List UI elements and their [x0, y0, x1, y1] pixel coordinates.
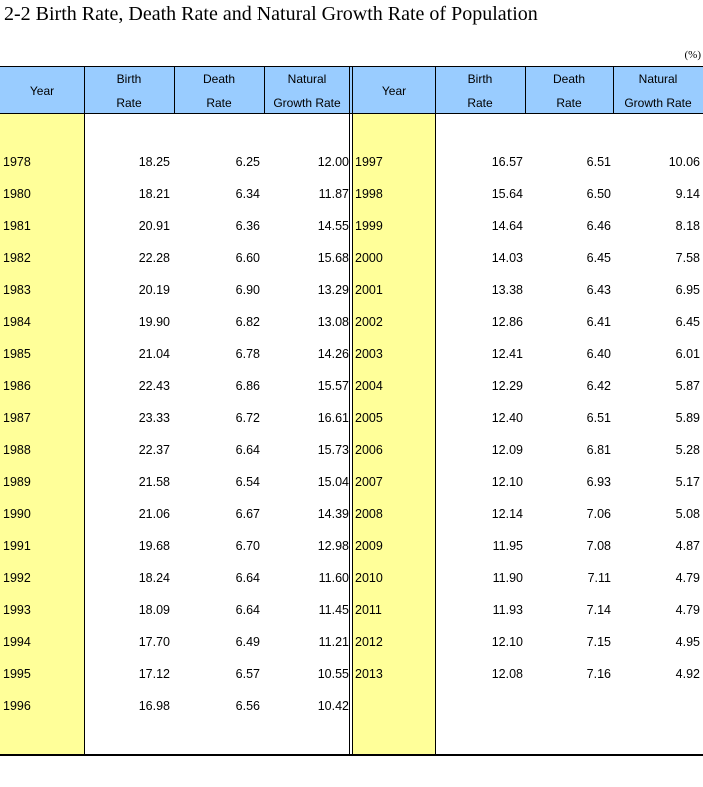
birth-rate-cell: 12.10	[491, 475, 523, 489]
year-cell: 1998	[355, 187, 383, 201]
growth-rate-cell: 11.60	[318, 571, 349, 585]
divider	[84, 66, 85, 114]
birth-rate-cell: 18.21	[138, 187, 170, 201]
header-death-right	[525, 67, 613, 114]
death-rate-cell: 6.57	[235, 667, 260, 681]
growth-rate-cell: 16.61	[317, 411, 349, 425]
table-row	[0, 537, 350, 555]
table-row	[353, 633, 703, 651]
birth-rate-cell: 19.90	[138, 315, 170, 329]
birth-rate-cell: 12.08	[491, 667, 523, 681]
year-cell: 1987	[3, 411, 31, 425]
death-rate-cell: 6.42	[586, 379, 611, 393]
divider	[174, 66, 175, 114]
death-rate-cell: 6.70	[235, 539, 260, 553]
birth-rate-cell: 20.19	[138, 283, 170, 297]
death-rate-cell: 6.49	[235, 635, 260, 649]
year-cell: 1989	[3, 475, 31, 489]
year-column-right-bg	[353, 114, 435, 754]
death-rate-cell: 6.40	[586, 347, 611, 361]
header-death-line1: Death	[552, 71, 586, 86]
death-rate-cell: 6.41	[586, 315, 611, 329]
death-rate-cell: 7.11	[587, 571, 611, 585]
growth-rate-cell: 11.45	[318, 603, 349, 617]
year-cell: 1993	[3, 603, 31, 617]
birth-rate-cell: 19.68	[138, 539, 170, 553]
year-cell: 2006	[355, 443, 383, 457]
death-rate-cell: 6.78	[235, 347, 260, 361]
table-row	[0, 377, 350, 395]
table-row	[353, 377, 703, 395]
header-death-line1: Death	[202, 71, 236, 86]
year-cell: 2009	[355, 539, 383, 553]
birth-rate-cell: 14.64	[491, 219, 523, 233]
birth-rate-cell: 22.43	[138, 379, 170, 393]
table-row	[0, 697, 350, 715]
death-rate-cell: 7.15	[586, 635, 611, 649]
table-row	[0, 665, 350, 683]
table-row	[353, 441, 703, 459]
header-birth-right	[435, 67, 525, 114]
growth-rate-cell: 10.55	[317, 667, 349, 681]
year-cell: 1982	[3, 251, 31, 265]
header-growth-line1: Natural	[638, 71, 678, 86]
birth-rate-cell: 15.64	[491, 187, 523, 201]
growth-rate-cell: 6.45	[675, 315, 700, 329]
birth-rate-cell: 18.09	[138, 603, 170, 617]
growth-rate-cell: 5.28	[675, 443, 700, 457]
death-rate-cell: 7.06	[586, 507, 611, 521]
birth-rate-cell: 22.28	[138, 251, 170, 265]
growth-rate-cell: 15.68	[317, 251, 349, 265]
death-rate-cell: 7.16	[586, 667, 611, 681]
birth-rate-cell: 12.14	[491, 507, 523, 521]
year-cell: 1985	[3, 347, 31, 361]
table-row	[0, 601, 350, 619]
year-cell: 1981	[3, 219, 31, 233]
growth-rate-cell: 5.08	[675, 507, 700, 521]
birth-rate-cell: 13.38	[491, 283, 523, 297]
death-rate-cell: 7.08	[586, 539, 611, 553]
growth-rate-cell: 14.26	[317, 347, 349, 361]
data-table	[0, 66, 703, 755]
table-row	[0, 441, 350, 459]
growth-rate-cell: 14.55	[317, 219, 349, 233]
death-rate-cell: 6.51	[586, 155, 611, 169]
divider	[435, 114, 436, 754]
birth-rate-cell: 12.41	[491, 347, 523, 361]
birth-rate-cell: 21.04	[138, 347, 170, 361]
death-rate-cell: 6.82	[235, 315, 260, 329]
death-rate-cell: 6.86	[235, 379, 260, 393]
header-year-label: Year	[381, 83, 407, 98]
death-rate-cell: 6.56	[235, 699, 260, 713]
birth-rate-cell: 23.33	[138, 411, 170, 425]
page-title: 2-2 Birth Rate, Death Rate and Natural Growth Rate of Population	[4, 3, 538, 25]
birth-rate-cell: 21.58	[138, 475, 170, 489]
table-row	[0, 345, 350, 363]
year-cell: 2010	[355, 571, 383, 585]
table-row	[0, 153, 350, 171]
year-cell: 2011	[355, 603, 382, 617]
table-row	[0, 505, 350, 523]
birth-rate-cell: 11.95	[492, 539, 523, 553]
birth-rate-cell: 18.25	[138, 155, 170, 169]
header-growth-line2: Growth Rate	[624, 95, 692, 110]
header-death-line2: Rate	[556, 95, 582, 110]
table-row	[353, 409, 703, 427]
growth-rate-cell: 12.98	[317, 539, 349, 553]
death-rate-cell: 6.46	[586, 219, 611, 233]
growth-rate-cell: 7.58	[675, 251, 700, 265]
year-cell: 1994	[3, 635, 31, 649]
growth-rate-cell: 4.79	[675, 571, 700, 585]
table-row	[353, 537, 703, 555]
header-death-line2: Rate	[206, 95, 232, 110]
year-cell: 1978	[3, 155, 31, 169]
table-row	[0, 217, 350, 235]
table-row	[0, 473, 350, 491]
death-rate-cell: 6.64	[235, 571, 260, 585]
header-growth-right	[613, 67, 703, 114]
table-row	[0, 313, 350, 331]
growth-rate-cell: 13.29	[317, 283, 349, 297]
year-cell: 1991	[3, 539, 31, 553]
year-cell: 1997	[355, 155, 383, 169]
death-rate-cell: 6.45	[586, 251, 611, 265]
table-row	[0, 569, 350, 587]
growth-rate-cell: 14.39	[317, 507, 349, 521]
header-year-label: Year	[29, 83, 55, 98]
death-rate-cell: 6.43	[586, 283, 611, 297]
growth-rate-cell: 8.18	[675, 219, 700, 233]
year-cell: 2005	[355, 411, 383, 425]
table-row	[353, 601, 703, 619]
death-rate-cell: 6.64	[235, 443, 260, 457]
growth-rate-cell: 5.17	[675, 475, 700, 489]
header-birth-left	[84, 67, 174, 114]
year-cell: 1995	[3, 667, 31, 681]
birth-rate-cell: 12.09	[491, 443, 523, 457]
year-cell: 2013	[355, 667, 383, 681]
birth-rate-cell: 12.40	[491, 411, 523, 425]
year-cell: 1988	[3, 443, 31, 457]
table-row	[0, 409, 350, 427]
header-year-right	[353, 67, 435, 114]
growth-rate-cell: 11.21	[318, 635, 349, 649]
header-birth-line2: Rate	[116, 95, 142, 110]
birth-rate-cell: 11.93	[492, 603, 523, 617]
birth-rate-cell: 11.90	[492, 571, 523, 585]
birth-rate-cell: 12.86	[491, 315, 523, 329]
table-row	[353, 473, 703, 491]
bottom-rule	[0, 754, 703, 756]
death-rate-cell: 6.81	[586, 443, 611, 457]
birth-rate-cell: 22.37	[138, 443, 170, 457]
death-rate-cell: 6.72	[235, 411, 260, 425]
year-cell: 1992	[3, 571, 31, 585]
birth-rate-cell: 18.24	[138, 571, 170, 585]
birth-rate-cell: 14.03	[491, 251, 523, 265]
death-rate-cell: 7.14	[586, 603, 611, 617]
divider	[613, 66, 614, 114]
growth-rate-cell: 13.08	[317, 315, 349, 329]
birth-rate-cell: 21.06	[138, 507, 170, 521]
header-birth-line1: Birth	[467, 71, 493, 86]
table-row	[353, 281, 703, 299]
year-cell: 1986	[3, 379, 31, 393]
growth-rate-cell: 4.95	[675, 635, 700, 649]
year-cell: 2004	[355, 379, 383, 393]
death-rate-cell: 6.50	[586, 187, 611, 201]
divider	[435, 66, 436, 114]
header-death-left	[174, 67, 264, 114]
year-cell: 2001	[355, 283, 383, 297]
year-cell: 1990	[3, 507, 31, 521]
table-row	[353, 153, 703, 171]
divider	[525, 66, 526, 114]
death-rate-cell: 6.67	[235, 507, 260, 521]
death-rate-cell: 6.51	[586, 411, 611, 425]
unit-label: (%)	[684, 49, 701, 61]
growth-rate-cell: 11.87	[318, 187, 349, 201]
year-cell: 2008	[355, 507, 383, 521]
year-column-left-bg	[0, 114, 84, 754]
header-year-left	[0, 67, 84, 114]
growth-rate-cell: 6.95	[675, 283, 700, 297]
birth-rate-cell: 20.91	[138, 219, 170, 233]
birth-rate-cell: 17.12	[138, 667, 170, 681]
table-row	[0, 281, 350, 299]
birth-rate-cell: 17.70	[138, 635, 170, 649]
death-rate-cell: 6.90	[235, 283, 260, 297]
header-growth-left	[264, 67, 350, 114]
header-birth-line1: Birth	[116, 71, 142, 86]
growth-rate-cell: 15.04	[317, 475, 349, 489]
header-growth-line2: Growth Rate	[273, 95, 341, 110]
year-cell: 1980	[3, 187, 31, 201]
year-cell: 2012	[355, 635, 383, 649]
death-rate-cell: 6.54	[235, 475, 260, 489]
year-cell: 2007	[355, 475, 383, 489]
year-cell: 2003	[355, 347, 383, 361]
death-rate-cell: 6.64	[235, 603, 260, 617]
growth-rate-cell: 12.00	[317, 155, 349, 169]
table-row	[353, 217, 703, 235]
growth-rate-cell: 10.06	[668, 155, 700, 169]
table-row	[353, 665, 703, 683]
growth-rate-cell: 5.89	[675, 411, 700, 425]
divider	[84, 114, 85, 754]
table-row	[0, 249, 350, 267]
table-row	[353, 249, 703, 267]
death-rate-cell: 6.25	[235, 155, 260, 169]
birth-rate-cell: 12.10	[491, 635, 523, 649]
growth-rate-cell: 4.79	[675, 603, 700, 617]
death-rate-cell: 6.36	[235, 219, 260, 233]
header-birth-line2: Rate	[467, 95, 493, 110]
year-cell: 1983	[3, 283, 31, 297]
growth-rate-cell: 15.57	[317, 379, 349, 393]
table-row	[353, 569, 703, 587]
table-row	[0, 633, 350, 651]
death-rate-cell: 6.34	[235, 187, 260, 201]
table-row	[353, 185, 703, 203]
growth-rate-cell: 4.87	[675, 539, 700, 553]
table-row	[0, 185, 350, 203]
table-row	[353, 313, 703, 331]
growth-rate-cell: 9.14	[675, 187, 700, 201]
divider	[264, 66, 265, 114]
growth-rate-cell: 6.01	[675, 347, 700, 361]
death-rate-cell: 6.60	[235, 251, 260, 265]
birth-rate-cell: 16.98	[138, 699, 170, 713]
death-rate-cell: 6.93	[586, 475, 611, 489]
year-cell: 1984	[3, 315, 31, 329]
header-growth-line1: Natural	[287, 71, 327, 86]
year-cell: 2000	[355, 251, 383, 265]
birth-rate-cell: 16.57	[491, 155, 523, 169]
growth-rate-cell: 5.87	[675, 379, 700, 393]
growth-rate-cell: 15.73	[317, 443, 349, 457]
year-cell: 1996	[3, 699, 31, 713]
growth-rate-cell: 10.42	[317, 699, 349, 713]
birth-rate-cell: 12.29	[491, 379, 523, 393]
table-row	[353, 505, 703, 523]
year-cell: 1999	[355, 219, 383, 233]
growth-rate-cell: 4.92	[675, 667, 700, 681]
table-row	[353, 345, 703, 363]
year-cell: 2002	[355, 315, 383, 329]
